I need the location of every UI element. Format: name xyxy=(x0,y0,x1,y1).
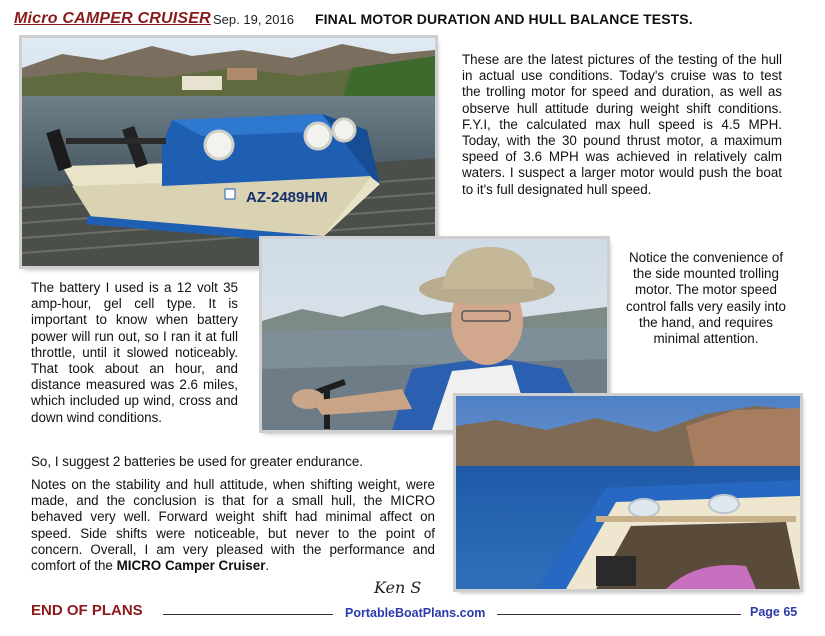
battery-paragraph: The battery I used is a 12 volt 35 amp-hour, gel cell type. It is important to know when battery power will run out, so I ran it at full throttle, until it slowed noticeably. That took about an hour, and distance measured was 2.6 miles, which included up wind, cross and down wind conditions. xyxy=(31,280,238,425)
page-title: FINAL MOTOR DURATION AND HULL BALANCE TESTS. xyxy=(315,11,693,27)
suggestion-line: So, I suggest 2 batteries be used for greater endurance. xyxy=(31,454,364,469)
boat-name-bold: MICRO Camper Cruiser xyxy=(116,558,266,574)
end-of-plans-label: END OF PLANS xyxy=(31,602,143,619)
page-number: Page 65 xyxy=(750,605,798,619)
stability-notes-paragraph xyxy=(31,477,435,574)
footer-rule-right xyxy=(497,614,741,615)
brand-title: Micro CAMPER CRUISER xyxy=(14,10,211,27)
stability-notes-text: Notes on the stability and hull attitude, when shifting weight, were made, and the conclusion is that for a small hull, the MICRO behaved very well. Forward weight shift had minimal affect on speed. Side shifts were noticeable, but never to the point of concern. Overall, I am very pleased with the performance and comfort of the xyxy=(31,477,435,574)
photo-cabin-on-lake xyxy=(456,396,800,589)
intro-paragraph: These are the latest pictures of the testing of the hull in actual use conditions. Today's cruise was to test the trolling motor for speed and duration, as well as observe hull attitude during weight shift conditions. F.Y.I, the calculated max hull speed is 4.5 MPH. Today, with the 30 pound thrust motor, a maximum speed of 3.6 MPH was achieved in relatively calm waters. I suspect a larger motor would push the boat to it's full designated hull speed. xyxy=(462,52,782,197)
stability-notes-end: . xyxy=(265,558,270,574)
website-link[interactable]: PortableBoatPlans.com xyxy=(345,606,486,620)
page-date: Sep. 19, 2016 xyxy=(213,12,294,27)
photo-boat-on-ramp xyxy=(22,38,435,266)
motor-notice-paragraph: Notice the convenience of the side mounted trolling motor. The motor speed control falls very easily into the hand, and requires minimal attention. xyxy=(625,250,786,347)
boat-registration: AZ-2489HM xyxy=(246,189,328,206)
footer-rule-left xyxy=(163,614,333,615)
author-signature: Ken S xyxy=(374,578,422,597)
